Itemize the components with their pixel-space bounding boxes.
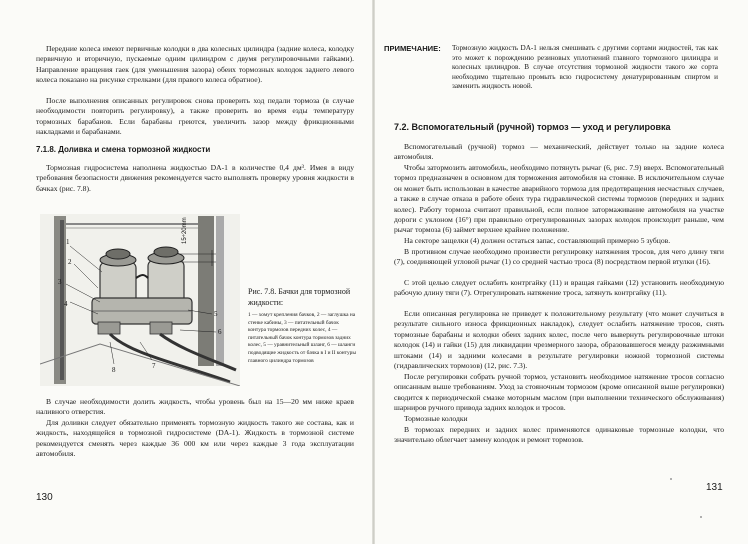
figure-label-6: 6 bbox=[218, 328, 222, 336]
brake-fluid-reservoir-figure bbox=[40, 214, 240, 386]
figure-label-4: 4 bbox=[64, 300, 68, 308]
intro-paragraph: Передние колеса имеют первичные колодки в два колесных цилиндра (задние колеса, колодку первичную и вторичную, пускаемые одним цилиндром с двумя регулировочными гайками). Направление вращения гаек (для уменьшения зазора) обеих тормозных колодок заднего левого колеса показано на рисунке стрелками (для правого колеса обратное). bbox=[36, 44, 354, 85]
scan-speck bbox=[670, 478, 672, 480]
section-heading-72: 7.2. Вспомогательный (ручной) тормоз — уход и регулировка bbox=[394, 122, 671, 132]
section-heading-718: 7.1.8. Доливка и смена тормозной жидкости bbox=[36, 145, 211, 154]
figure-caption-title: Рис. 7.8. Бачки для тормозной жидкости: bbox=[248, 287, 351, 307]
right-p2: Чтобы затормозить автомобиль, необходимо потянуть рычаг (6, рис. 7.9) вверх. Вспомогательный тормоз предназначен в основном для торможения автомобиля на стоянке. В исключительном случае он может быть использован в качестве аварийного тормоза для предотвращения несчастных случаев, а также в случае отказа в работе обеих тура гидравлической системы тормозов (передних и задних колес). Работу тормоза считают правильной, если полное затормаживание автомобиля на участке дороги с уклоном (16°) при правильно отрегулированных зазорах колодок происходит раньше, чем рычаг тормоза (6) займет верхнее крайнее положение. bbox=[394, 163, 724, 235]
figure-label-8: 8 bbox=[112, 366, 116, 374]
right-p1: Вспомогательный (ручной) тормоз — механический, действует только на задние колеса автомобиля. bbox=[394, 142, 724, 162]
page-number-left: 130 bbox=[36, 492, 53, 503]
figure-label-2: 2 bbox=[68, 258, 72, 266]
right-p5: С этой целью следует ослабить контргайку (11) и вращая гайками (12) установить необходимую рабочую длину тяги (7). Отрегулировать натяжение троса, затянуть контргайку (11). bbox=[394, 278, 724, 298]
right-p6: Если описанная регулировка не приведет к положительному результату (что может случиться в результате сильного износа фрикционных накладок), следует ослабить натяжение тросов, снять тормозные барабаны и колодки обеих задних колес, после чего вывернуть регулировочные штоки колодок (14) и гайки (15) для ликвидации чрезмерного зазора, образовавшегося между разжимными штоками (14) и задними колесами в результате регулировки ножной тормозной системы (гидравлических тормозов) (12, рис. 7.3). bbox=[394, 309, 724, 371]
right-p4: В противном случае необходимо произвести регулировку натяжения тросов, для чего длину тяги (7), соединяющей угловой рычаг (1) со средней частью троса (8) посредством первой втулки (16). bbox=[394, 247, 724, 267]
note-text: Тормозную жидкость DA-1 нельзя смешивать с другими сортами жидкостей, так как это может к порождению резиновых уплотнений главного тормозного цилиндра и колесных цилиндров. В случае отсутствия тормозной жидкости такого же сорта необходимо тщательно промыть всю гидросистему денатурированным спиртом и заменить жидкость новой. bbox=[452, 44, 718, 91]
right-p7: После регулировки собрать ручной тормоз, установить необходимое натяжение тросов согласно описанным выше требованиям. Уход за стояночным тормозом (кроме описанной выше регулировки) сводится к периодической смазке моторным маслом (при выполнении технического обслуживания) шарниров ручного привода задних колодок и тросов. bbox=[394, 372, 724, 413]
right-p9: В тормозах передних и задних колес применяются одинаковые тормозные колодки, что значительно облегчает замену колодок и ремонт тормозов. bbox=[394, 425, 724, 445]
right-page bbox=[374, 0, 748, 544]
right-p3: На секторе защелки (4) должен остаться запас, составляющий примерно 5 зубцов. bbox=[404, 236, 671, 245]
check-paragraph: После выполнения описанных регулировок снова проверить ход педали тормоза (в случае необходимости повторить регулировку), а также проверить во время езды температуру тормозных барабанов. Если барабаны греются, увеличить зазор между фрикционными накладками и барабанами. bbox=[36, 96, 354, 137]
figure-label-3: 3 bbox=[58, 278, 62, 286]
figure-label-7: 7 bbox=[152, 362, 156, 370]
page-number-right: 131 bbox=[706, 482, 723, 493]
level-mark-label: 15÷20mm bbox=[182, 217, 188, 244]
note-label: ПРИМЕЧАНИЕ: bbox=[384, 44, 441, 53]
figure-label-1: 1 bbox=[66, 238, 70, 246]
scan-speck bbox=[700, 516, 702, 518]
section-intro-paragraph: Тормозная гидросистема наполнена жидкостью DA-1 в количестве 0,4 дм³. Имея в виду требования безопасности движения рекомендуется часто выполнять проверку уровня жидкости в бачках (рис. 7.8). bbox=[36, 163, 354, 193]
figure-label-5: 5 bbox=[214, 310, 218, 318]
warning-paragraph: Для доливки следует обязательно применять тормозную жидкость такого же состава, как и жидкость, находящейся в тормозной гидросистеме (DA-1). Жидкость в тормозной системе рекомендуется сменять через каждые 36 000 км или через каждые 3 года эксплуатации автомобиля. bbox=[36, 418, 354, 459]
right-p8: Тормозные колодки bbox=[404, 414, 468, 423]
figure-caption-legend: 1 — хомут крепления бачков, 2 — заглушка на стенке кабины, 3 — питательный бачок контура тормозов передних колес, 4 — питательный бачок контура тормозов задних колес, 5 — уравнительный шланг, 6 — шланги подводящие жидкость от бачка в I и II контуры главного цилиндра тормозов bbox=[248, 312, 356, 364]
topup-paragraph: В случае необходимости долить жидкость, чтобы уровень был на 15—20 мм ниже краев наливного отверстия. bbox=[36, 397, 354, 417]
